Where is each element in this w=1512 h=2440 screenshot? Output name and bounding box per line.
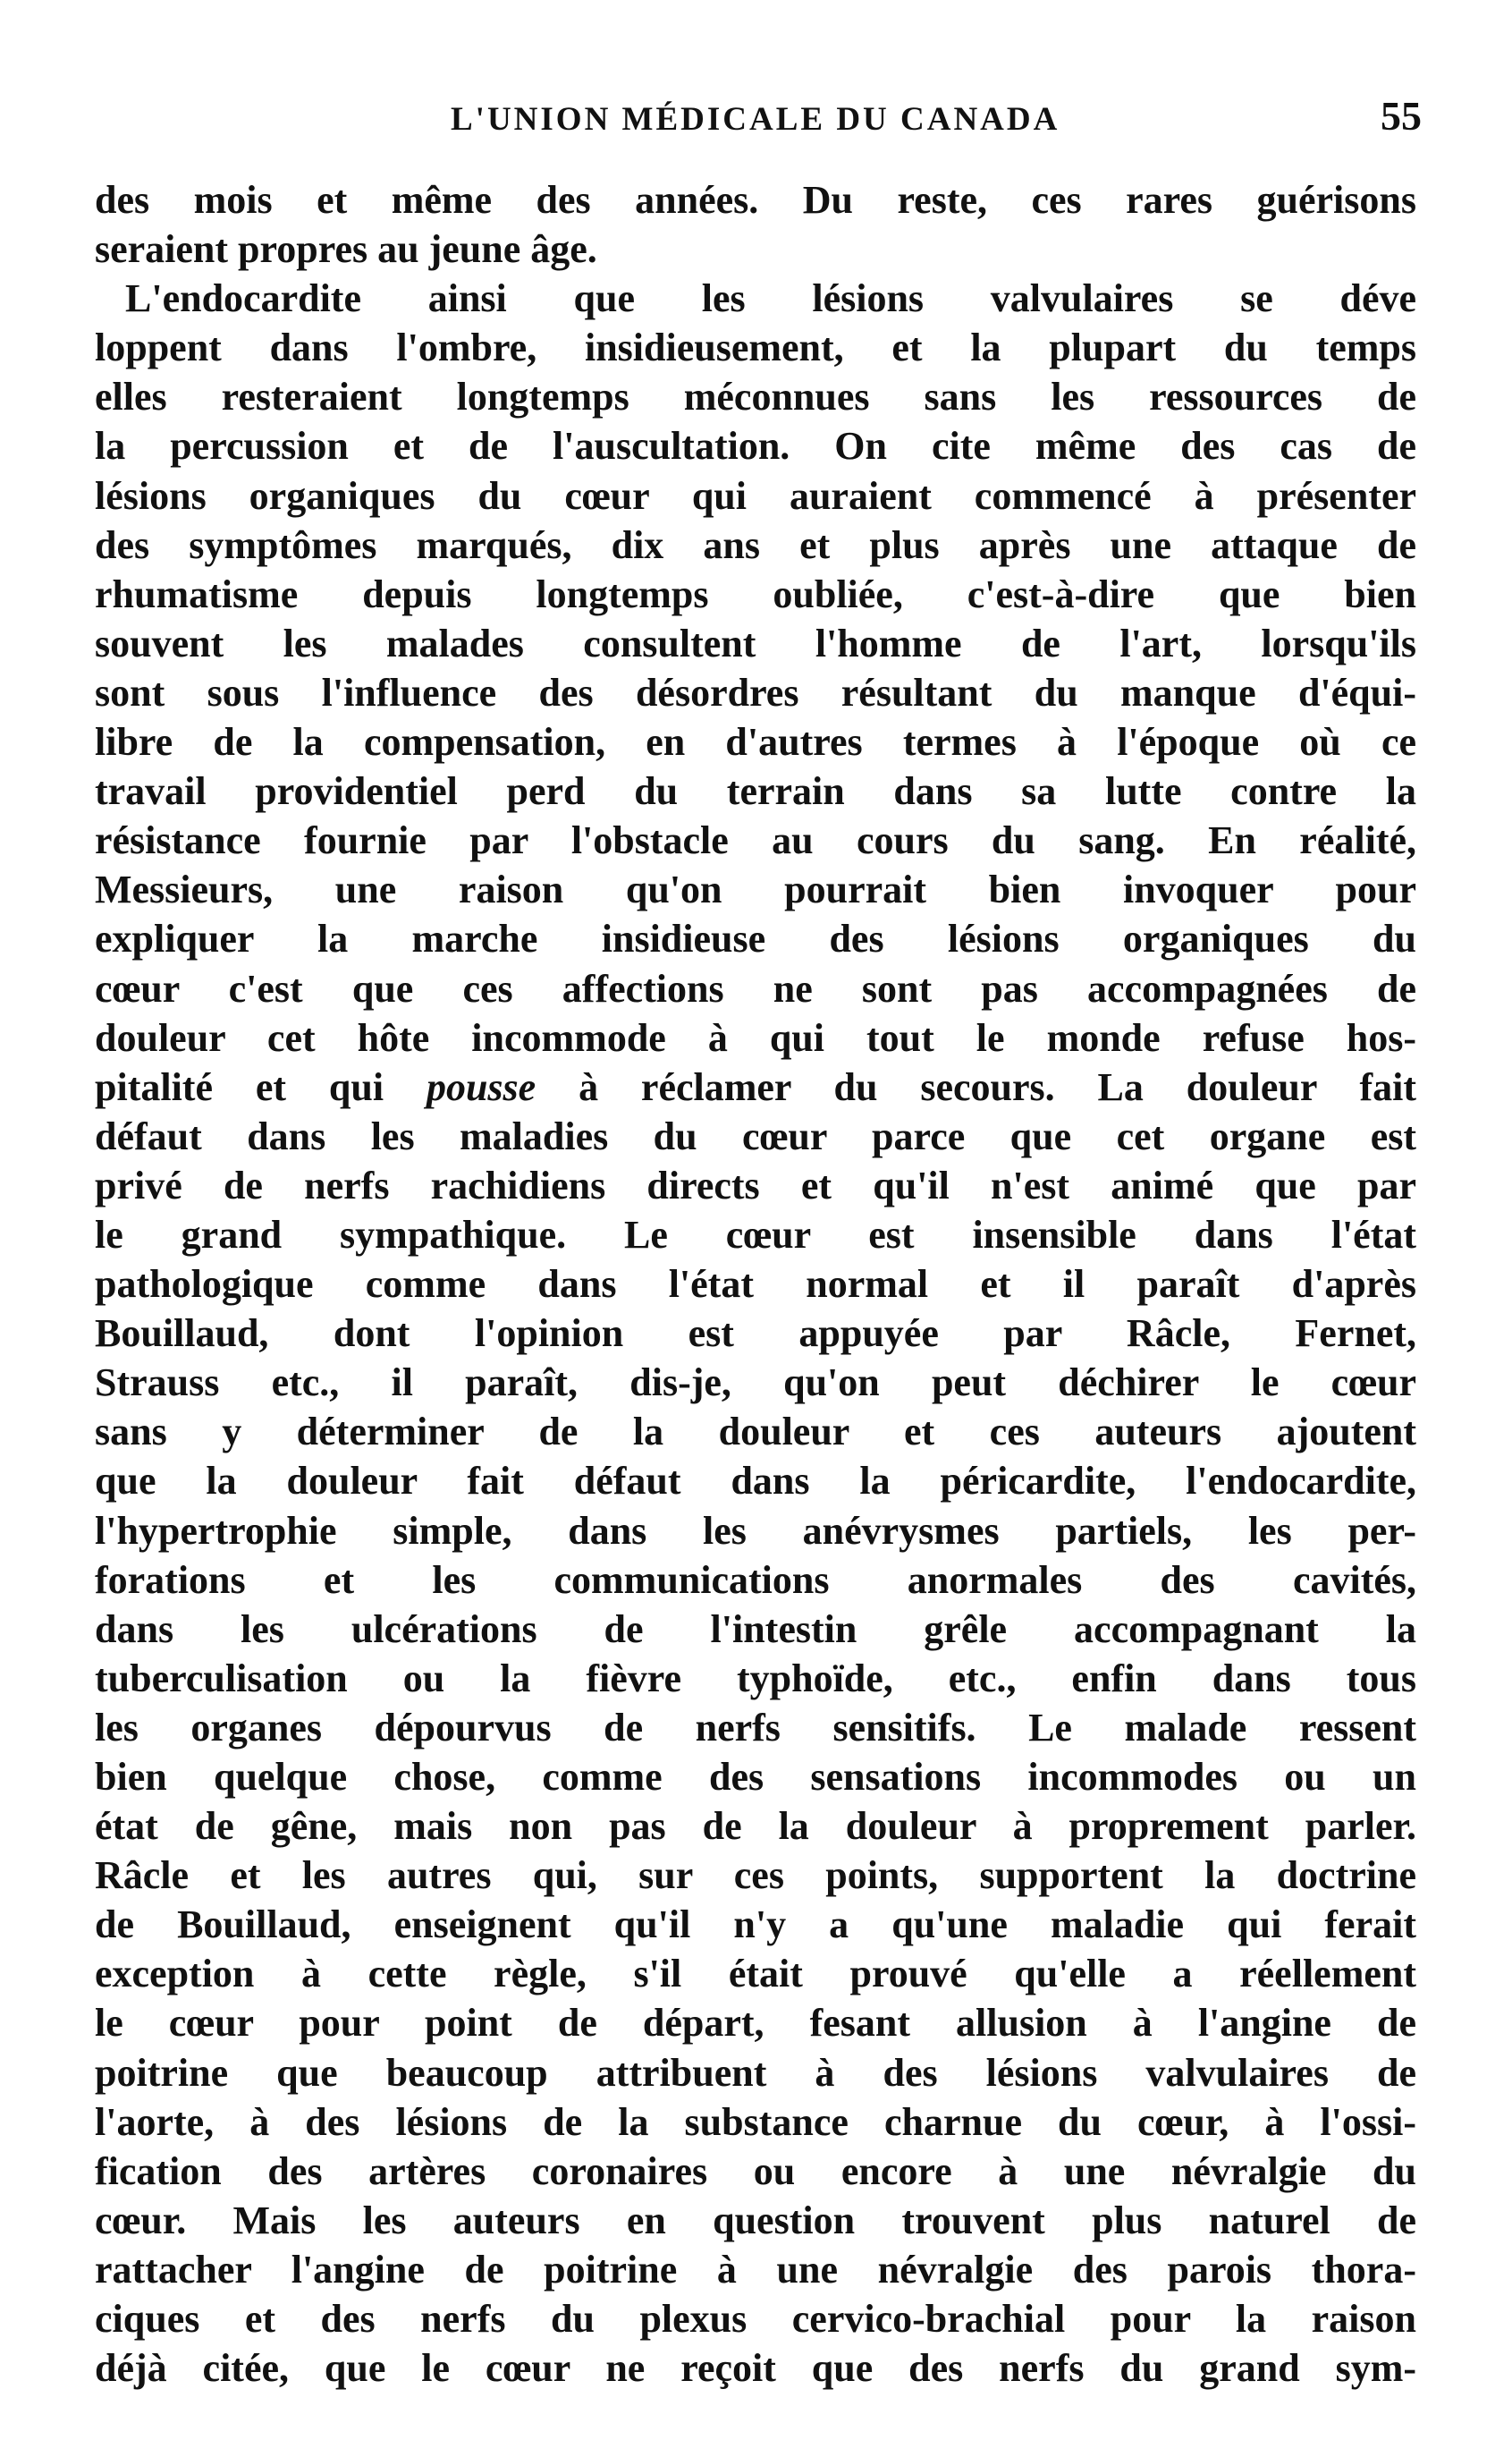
text-line: rattacher l'angine de poitrine à une névralgie des parois thora- (95, 2247, 1416, 2292)
text-line: Messieurs, une raison qu'on pourrait bien invoquer pour (95, 868, 1416, 912)
text-line: les organes dépourvus de nerfs sensitifs. Le malade ressent (95, 1705, 1416, 1750)
text-line: tuberculisation ou la fièvre typhoïde, etc., enfin dans tous (95, 1656, 1416, 1700)
text-line: le grand sympathique. Le cœur est insensible dans l'état (95, 1212, 1416, 1257)
text-line: la percussion et de l'auscultation. On cite même des cas de (95, 424, 1416, 469)
text-line: des symptômes marqués, dix ans et plus après une attaque de (95, 522, 1416, 567)
text-line: expliquer la marche insidieuse des lésions organiques du (95, 917, 1416, 962)
text-line: douleur cet hôte incommode à qui tout le monde refuse hos- (95, 1015, 1416, 1060)
text-line: le cœur pour point de départ, fesant allusion à l'angine de (95, 2001, 1416, 2046)
text-line: dans les ulcérations de l'intestin grêle accompagnant la (95, 1606, 1416, 1651)
text-line: ciques et des nerfs du plexus cervico-brachial pour la raison (95, 2297, 1416, 2342)
text-line: exception à cette règle, s'il était prouvé qu'elle a réellement (95, 1952, 1416, 1996)
text-line: déjà citée, que le cœur ne reçoit que des nerfs du grand sym- (95, 2346, 1416, 2391)
text-line: l'hypertrophie simple, dans les anévrysmes partiels, les per- (95, 1508, 1416, 1553)
running-title: L'UNION MÉDICALE DU CANADA (451, 101, 1060, 138)
line-segment: pitalité et qui (95, 1064, 384, 1109)
text-line: cœur. Mais les auteurs en question trouvent plus naturel de (95, 2198, 1416, 2242)
body-text (95, 175, 1416, 2393)
italic-word: pousse (426, 1064, 536, 1109)
text-line: libre de la compensation, en d'autres termes à l'époque où ce (95, 720, 1416, 765)
paragraph-first-line: L'endocardite ainsi que les lésions valvulaires se déve (125, 276, 1416, 321)
text-line: Râcle et les autres qui, sur ces points, supportent la doctrine (95, 1853, 1416, 1898)
text-line: loppent dans l'ombre, insidieusement, et la plupart du temps (95, 326, 1416, 370)
text-line: poitrine que beaucoup attribuent à des lésions valvulaires de (95, 2050, 1416, 2095)
text-line: bien quelque chose, comme des sensations incommodes ou un (95, 1755, 1416, 1799)
line-segment: à réclamer du secours. La douleur fait (579, 1064, 1416, 1109)
text-line: privé de nerfs rachidiens directs et qu'il n'est animé que par (95, 1163, 1416, 1207)
text-line: forations et les communications anormales des cavités, (95, 1557, 1416, 1602)
running-head (100, 93, 1422, 143)
text-line: état de gêne, mais non pas de la douleur à proprement parler. (95, 1804, 1416, 1849)
text-line: cœur c'est que ces affections ne sont pas accompagnées de (95, 966, 1416, 1011)
text-line: souvent les malades consultent l'homme de l'art, lorsqu'ils (95, 621, 1416, 665)
text-line: de Bouillaud, enseignent qu'il n'y a qu'une maladie qui ferait (95, 1902, 1416, 1947)
text-line-with-italic (95, 1063, 1416, 1112)
text-line: des mois et même des années. Du reste, ces rares guérisons (95, 178, 1416, 222)
text-line: lésions organiques du cœur qui auraient commencé à présenter (95, 473, 1416, 518)
page-number: 55 (1381, 93, 1422, 139)
text-line: Strauss etc., il paraît, dis-je, qu'on peut déchirer le cœur (95, 1360, 1416, 1405)
text-line: défaut dans les maladies du cœur parce que cet organe est (95, 1114, 1416, 1158)
text-line: travail providentiel perd du terrain dans sa lutte contre la (95, 769, 1416, 814)
text-line: sont sous l'influence des désordres résultant du manque d'équi- (95, 670, 1416, 715)
text-line: sans y déterminer de la douleur et ces auteurs ajoutent (95, 1410, 1416, 1454)
text-line: seraient propres au jeune âge. (95, 227, 597, 272)
text-line: Bouillaud, dont l'opinion est appuyée par Râcle, Fernet, (95, 1311, 1416, 1356)
text-line: résistance fournie par l'obstacle au cours du sang. En réalité, (95, 818, 1416, 863)
text-line: que la douleur fait défaut dans la péricardite, l'endocardite, (95, 1459, 1416, 1504)
text-line: fication des artères coronaires ou encore à une névralgie du (95, 2148, 1416, 2193)
text-line: rhumatisme depuis longtemps oubliée, c'est-à-dire que bien (95, 572, 1416, 616)
text-line: elles resteraient longtemps méconnues sans les ressources de (95, 375, 1416, 419)
text-line: pathologique comme dans l'état normal et il paraît d'après (95, 1262, 1416, 1307)
text-line: l'aorte, à des lésions de la substance charnue du cœur, à l'ossi- (95, 2099, 1416, 2144)
